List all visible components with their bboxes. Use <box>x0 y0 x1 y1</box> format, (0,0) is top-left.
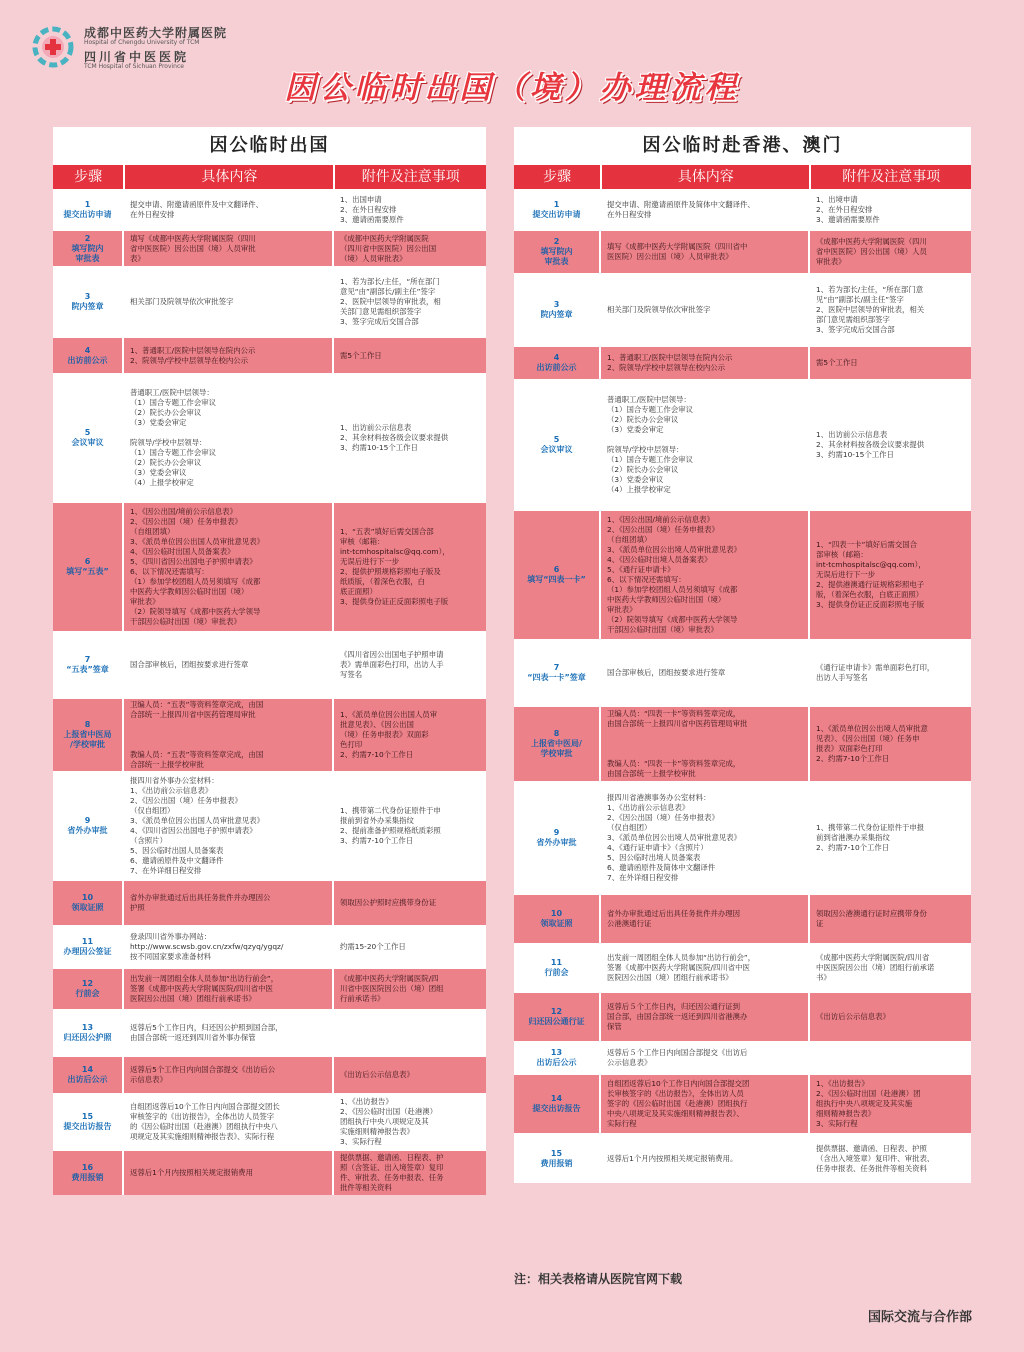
step-cell: 9 省外办审批 <box>514 783 601 893</box>
table-row <box>514 943 971 991</box>
content-cell: 省外办审批通过后出具任务批件并办理因 公港澳通行证 <box>601 895 810 943</box>
table-row <box>53 925 486 967</box>
panel-overseas <box>53 127 486 1195</box>
column-header-step: 步骤 <box>53 165 125 189</box>
notes-cell: 领取因公港澳通行证时应携带身份 证 <box>816 909 927 928</box>
notes-cell: 《成都中医药大学附属医院 （四川省中医医院）因公出国 （境）人员审批表》 <box>340 233 437 263</box>
notes-cell: 1、“四表一卡”填好后需交国合 部审核（邮箱： int-tcmhospitalsc@qq.com）， 无误后进行下一步 2、提供港澳通行证规格彩照电子 版，（着深色衣服，白底正面照） 3、提供身份证正反面彩照电子版 <box>816 540 926 609</box>
table-row <box>53 229 486 266</box>
panel-title-hk-macao: 因公临时赴香港、澳门 <box>642 135 843 156</box>
table-row <box>514 705 971 781</box>
table-row <box>514 1073 971 1133</box>
table-row <box>53 967 486 1009</box>
content-cell: 返蓉后1个月内按照相关规定报销费用。 <box>601 1135 810 1183</box>
step-cell: 11 行前会 <box>514 945 601 991</box>
panel-title-overseas: 因公临时出国 <box>209 135 330 156</box>
table-row <box>53 266 486 336</box>
step-cell: 2 填写院内 审批表 <box>514 231 601 273</box>
logo-name-cn: 成都中医药大学附属医院 <box>84 26 228 40</box>
table-row <box>53 1093 486 1149</box>
notes-cell: 1、“五表”填好后需交国合部 审核（邮箱： int-tcmhospitalsc@qq.com）， 无误后进行下一步 2、提供护照规格彩照电子版及 纸质版，（着深色衣服，白 底正面照） 3、提供身份证正反面彩照电子版 <box>340 527 450 606</box>
notes-cell: 领取因公护照时应携带身份证 <box>340 898 437 907</box>
notes-cell: 约需15-20个工作日 <box>340 942 406 951</box>
step-cell: 15 提交出访报告 <box>53 1095 124 1149</box>
table-header <box>514 165 971 189</box>
notes-cell: 1、《出访报告》 2、《因公临时出国（赴港澳） 团组执行中央八项规定及其 实施细则精神报告表》 3、实际行程 <box>340 1097 438 1146</box>
table-row <box>53 1009 486 1055</box>
content-cell: 报四川省外事办公室材料： 1、《出访前公示信息表》 2、《因公出国（境）任务申报表》 （仅自组团） 3、《派员单位因公出国人员审批意见表》 4、《四川省因公出国电子护照申请表》 （含照片） 5、因公临时出国人员备案表 6、邀请函原件及中文翻译件 7、在外详细日程安排 <box>124 773 334 879</box>
content-cell: 省外办审批通过后出具任务批件并办理因公 护照 <box>124 881 334 925</box>
content-cell: 填写《成都中医药大学附属医院（四川 省中医医院）因公出国（境）人员审批 表》 <box>124 231 334 266</box>
step-cell: 8 上报省中医局/ 学校审批 <box>514 707 601 781</box>
step-cell: 11 办理因公签证 <box>53 927 124 967</box>
content-cell: 自组团返蓉后10个工作日内向国合部提交团 长审核签字的《出访报告》，全体出访人员 签字的《因公临时出国（赴港澳）团组执行 中央八项规定及其实施细则精神报告表》、 实际行程 <box>601 1075 810 1133</box>
step-cell: 3 院内签章 <box>53 268 124 336</box>
table-row <box>53 189 486 229</box>
step-cell: 2 填写院内 审批表 <box>53 231 124 266</box>
content-cell: 卫编人员：“五表”等资料签章完成，由国 合部统一上报四川省中医药管理局审批 教编人员：“五表”等资料签章完成，由国 合部统一上报学校审批 <box>124 699 334 771</box>
step-cell: 3 院内签章 <box>514 275 601 345</box>
content-cell: 1、普通职工/医院中层领导在院内公示 2、院领导/学校中层领导在校内公示 <box>601 347 810 379</box>
table-row <box>53 879 486 925</box>
step-cell: 10 领取证照 <box>53 881 124 925</box>
notes-cell: 需5个工作日 <box>340 350 382 360</box>
notes-cell: 1、若为部长/主任，“所在部门 意见“由”副部长/副主任”签字 2、医院中层领导的审批表，相 关部门意见需组织部签字 3、签字完成后交国合部 <box>340 277 441 326</box>
table-row <box>53 501 486 631</box>
content-cell: 返蓉后1个月内按照相关规定报销费用 <box>124 1151 334 1195</box>
step-cell: 4 出访前公示 <box>53 338 124 373</box>
content-cell: 出发前一周团组全体人员参加“出访行前会”， 签署《成都中医药大学附属医院/四川省中医 医院因公出国（境）团组行前承诺书》 <box>601 945 810 991</box>
content-cell: 相关部门及院领导依次审批签字 <box>601 275 810 345</box>
step-cell: 6 填写“五表” <box>53 503 124 631</box>
footnote: 注：相关表格请从医院官网下载 <box>514 1272 683 1286</box>
step-cell: 7 “四表一卡”签章 <box>514 641 601 705</box>
notes-cell: 1、出访前公示信息表 2、其余材料按各级会议要求提供 3、约需10-15个工作日 <box>340 423 449 452</box>
page-title: 因公临时出国（境）办理流程 <box>284 70 740 106</box>
content-cell: 1、普通职工/医院中层领导在院内公示 2、院领导/学校中层领导在校内公示 <box>124 338 334 373</box>
content-cell: 返蓉后５个工作日内向国合部提交《出访后 公示信息表》 <box>601 1043 810 1073</box>
content-cell: 国合部审核后，团组按要求进行签章 <box>124 633 334 697</box>
logo-name-en: Hospital of Chengdu University of TCM <box>84 39 200 46</box>
notes-cell: 《出访后公示信息表》 <box>816 1012 890 1021</box>
table-row <box>53 697 486 771</box>
table-row <box>514 781 971 893</box>
step-cell: 13 出访后公示 <box>514 1043 601 1073</box>
table-row <box>514 345 971 379</box>
table-row <box>53 771 486 879</box>
step-cell: 9 省外办审批 <box>53 773 124 879</box>
content-cell: 1、《因公出国/境前公示信息表》 2、《因公出国（境）任务申报表》 （自组团填） 3、《派员单位因公出国人员审批意见表》 4、《因公临时出国人员备案表》 5、《四川省因公出国电子护照申请表》 6、以下情况还需填写： （1）参加学校团组人员另须填写《成都 中医药大学教师因公临时出国（境） 审批表》 （2）院领导填写《成都中医药大学领导 干部因公临时出国（境）审批表》 <box>124 503 334 631</box>
content-cell: 返蓉后５个工作日内，归还因公通行证到 国合部，由国合部统一返还到四川省港澳办 保管 <box>601 993 810 1041</box>
column-header-content: 具体内容 <box>602 165 811 189</box>
notes-cell: 《出访后公示信息表》 <box>340 1070 414 1079</box>
column-header-notes: 附件及注意事项 <box>361 169 460 185</box>
column-header-content: 具体内容 <box>125 165 335 189</box>
step-cell: 10 领取证照 <box>514 895 601 943</box>
step-cell: 14 出访后公示 <box>53 1057 124 1093</box>
notes-cell: 1、出境申请 2、在外日程安排 3、邀请函需要原件 <box>816 195 880 224</box>
logo-name-en-2: TCM Hospital of Sichuan Province <box>84 63 184 70</box>
notes-cell: 1、携带第二代身份证原件于申报 前到省港澳办采集指纹 2、约需7-10个工作日 <box>816 823 925 852</box>
table-row <box>514 273 971 345</box>
logo-name-cn-2: 四川省中医医院 <box>84 50 190 64</box>
notes-cell: 1、若为部长/主任，“所在部门意 见“由”副部长/副主任”签字 2、医院中层领导的审批表，相关 部门意见需组织部签字 3、签字完成后交国合部 <box>816 285 925 334</box>
content-cell: 1、《因公出国/境前公示信息表》 2、《因公出国（境）任务申报表》 （自组团填） 3、《派员单位因公出境人员审批意见表》 4、《因公临时出境人员备案表》 5、《通行证申请卡》 6、以下情况还需填写： （1）参加学校团组人员另须填写《成都 中医药大学教师因公临时出国（境） 审批表》 （2）院领导填写《成都中医药大学领导 干部因公临时出国（境）审批表》 <box>601 511 810 639</box>
step-cell: 14 提交出访报告 <box>514 1075 601 1133</box>
content-cell: 卫编人员：“四表一卡”等资料签章完成， 由国合部统一上报四川省中医药管理局审批 教编人员：“四表一卡”等资料签章完成， 由国合部统一上报学校审批 <box>601 707 810 781</box>
table-row <box>53 336 486 373</box>
content-cell: 普通职工/医院中层领导： （1）国合专题工作会审议 （2）院长办公会审议 （3）党委会审定 院领导/学校中层领导： （1）国合专题工作会审议 （2）院长办公会审议 （3）党委会审议 （4）上报学校审定 <box>124 375 334 501</box>
table-row <box>514 509 971 639</box>
table-row <box>514 229 971 273</box>
table-header <box>53 165 486 189</box>
notes-cell: 《通行证申请卡》需单面彩色打印， 出访人手写签名 <box>816 663 935 682</box>
content-cell: 填写《成都中医药大学附属医院（四川省中 医医院）因公出国（境）人员审批表》 <box>601 231 810 273</box>
content-cell: 自组团返蓉后10个工作日内向国合部提交团长 审核签字的《出访报告》，全体出访人员签字 的《因公临时出国（赴港澳）团组执行中央八 项规定及其实施细则精神报告表》、实际行程 <box>124 1095 334 1149</box>
step-cell: 1 提交出访申请 <box>514 191 601 229</box>
panel-hk-macao <box>514 127 971 1183</box>
content-cell: 返蓉后5个工作日内向国合部提交《出访后公 示信息表》 <box>124 1057 334 1093</box>
step-cell: 13 归还因公护照 <box>53 1011 124 1055</box>
notes-cell: 1、《出访报告》 2、《因公临时出国（赴港澳）团 组执行中央八项规定及其实施 细则精神报告表》 3、实际行程 <box>816 1079 921 1128</box>
notes-cell: 提供票据、邀请函、日程表、护照 （含出入境签章）复印件、审批表、 任务申报表、任务批件等相关资料 <box>816 1144 935 1173</box>
table-row <box>514 639 971 705</box>
column-header-step: 步骤 <box>514 165 602 189</box>
step-cell: 1 提交出访申请 <box>53 191 124 229</box>
table-row <box>514 379 971 509</box>
notes-cell: 《成都中医药大学附属医院/四 川省中医医院因公出（境）团组 行前承诺书》 <box>340 974 444 1003</box>
step-cell: 12 归还因公通行证 <box>514 993 601 1041</box>
content-cell: 提交申请、附邀请函原件及中文翻译件、 在外日程安排 <box>124 191 334 229</box>
department-name: 国际交流与合作部 <box>867 1310 972 1325</box>
content-cell: 提交申请、附邀请函原件及简体中文翻译件、 在外日程安排 <box>601 191 810 229</box>
content-cell: 普通职工/医院中层领导： （1）国合专题工作会审议 （2）院长办公会审议 （3）党委会审定 院领导/学校中层领导： （1）国合专题工作会审议 （2）院长办公会审议 （3）党委会审议 （4）上报学校审定 <box>601 381 810 509</box>
step-cell: 12 行前会 <box>53 969 124 1009</box>
notes-cell: 需5个工作日 <box>816 358 858 367</box>
column-header-notes: 附件及注意事项 <box>842 169 941 185</box>
step-cell: 5 会议审议 <box>514 381 601 509</box>
notes-cell: 1、出访前公示信息表 2、其余材料按各级会议要求提供 3、约需10-15个工作日 <box>816 430 925 459</box>
content-cell: 相关部门及院领导依次审批签字 <box>124 268 334 336</box>
table-row <box>53 631 486 697</box>
step-cell: 5 会议审议 <box>53 375 124 501</box>
step-cell: 15 费用报销 <box>514 1135 601 1183</box>
notes-cell: 提供票据、邀请函、日程表、护 照（含签证、出入境签章）复印 件、审批表、任务申报表、任务 批件等相关资料 <box>340 1153 444 1192</box>
step-cell: 7 “五表”签章 <box>53 633 124 697</box>
content-cell: 返蓉后5个工作日内，归还因公护照到国合部， 由国合部统一返还到四川省外事办保管 <box>124 1011 334 1055</box>
step-cell: 16 费用报销 <box>53 1151 124 1195</box>
table-row <box>514 1041 971 1073</box>
table-row <box>514 893 971 943</box>
table-row <box>514 991 971 1041</box>
content-cell: 登录四川省外事办网站： http://www.scwsb.gov.cn/zxfw/qzyq/ygqz/ 按不同国家要求准备材料 <box>124 927 334 967</box>
table-row <box>53 373 486 501</box>
table-row <box>514 1133 971 1183</box>
notes-cell <box>334 1011 486 1055</box>
step-cell: 8 上报省中医局 /学校审批 <box>53 699 124 771</box>
notes-cell: 《成都中医药大学附属医院（四川 省中医医院）因公出国（境）人员 审批表》 <box>816 237 927 266</box>
notes-cell: 1、《派员单位因公出国人员审 批意见表》、《因公出国 （境）任务申报表》双面彩 色打印 2、约需7-10个工作日 <box>340 710 438 759</box>
notes-cell: 1、出国申请 2、在外日程安排 3、邀请函需要原件 <box>340 195 404 224</box>
table-row <box>53 1055 486 1093</box>
notes-cell: 《成都中医药大学附属医院/四川省 中医医院因公出（境）团组行前承诺 书》 <box>816 953 935 982</box>
step-cell: 4 出访前公示 <box>514 347 601 379</box>
notes-cell <box>810 1043 971 1073</box>
notes-cell: 《四川省因公出国电子护照申请 表》需单面彩色打印，出访人手 写签名 <box>340 650 444 679</box>
content-cell: 国合部审核后，团组按要求进行签章 <box>601 641 810 705</box>
table-body <box>514 189 971 1183</box>
content-cell: 报四川省港澳事务办公室材料： 1、《出访前公示信息表》 2、《因公出国（境）任务申报表》 （仅自组团） 3、《派员单位因公出境人员审批意见表》 4、《通行证申请卡》（含照片） 5、因公临时出境人员备案表 6、邀请函原件及简体中文翻译件 7、在外详细日程安排 <box>601 783 810 893</box>
table-row <box>53 1149 486 1195</box>
notes-cell: 1、携带第二代身份证原件于申 报前到省外办采集指纹 2、提前准备护照规格纸质彩照 3、约需7-10个工作日 <box>340 806 441 845</box>
step-cell: 6 填写“四表一卡” <box>514 511 601 639</box>
content-cell: 出发前一周团组全体人员参加“出访行前会”， 签署《成都中医药大学附属医院/四川省中医 医院因公出国（境）团组行前承诺书》 <box>124 969 334 1009</box>
notes-cell: 1、《派员单位因公出境人员审批意 见表》、《因公出国（境）任务申 报表》双面彩色打印 2、约需7-10个工作日 <box>816 724 928 763</box>
table-body <box>53 189 486 1195</box>
table-row <box>514 189 971 229</box>
